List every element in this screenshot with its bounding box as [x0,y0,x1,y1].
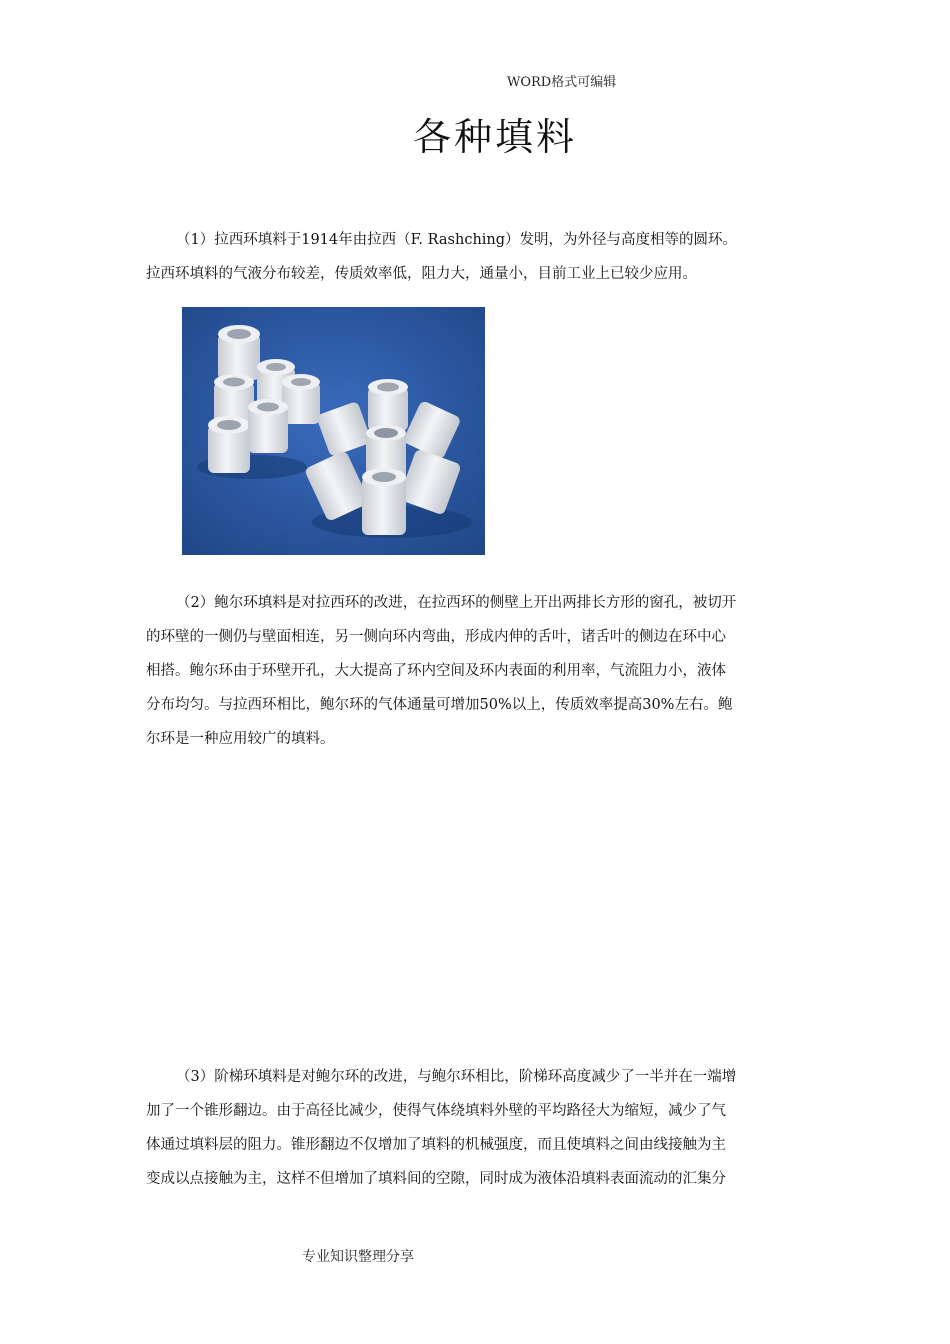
ring-shape [218,325,260,380]
ring-shape [368,379,408,431]
paragraph-cascade-ring [146,1060,808,1196]
paragraph-line: 分布均匀。与拉西环相比，鲍尔环的气体通量可增加50%以上，传质效率提高30%左右。鲍 [146,697,733,713]
ring-shape [208,416,250,473]
raschig-rings-photo [182,307,485,555]
ring-shape [362,468,406,535]
page-title: 各种填料 [412,115,577,159]
header-note: WORD格式可编辑 [507,75,617,90]
paragraph-line: 加了一个锥形翻边。由于高径比减少，使得气体绕填料外壁的平均路径大为缩短，减少了气 [146,1103,726,1119]
paragraph-line: 拉西环填料的气液分布较差，传质效率低，阻力大，通量小，目前工业上已较少应用。 [146,266,697,282]
paragraph-raschig-ring [146,223,808,291]
paragraph-line: 体通过填料层的阻力。锥形翻边不仅增加了填料的机械强度，而且使填料之间由线接触为主 [146,1137,726,1153]
paragraph-line: 相搭。鲍尔环由于环壁开孔，大大提高了环内空间及环内表面的利用率，气流阻力小，液体 [146,663,726,679]
ring-shape [248,399,288,453]
paragraph-pall-ring [146,586,808,756]
paragraph-line: （1）拉西环填料于1914年由拉西（F. Rashching）发明，为外径与高度相等的圆环。 [176,232,738,248]
raschig-rings-icon [182,307,485,555]
paragraph-line: （3）阶梯环填料是对鲍尔环的改进，与鲍尔环相比，阶梯环高度减少了一半并在一端增 [176,1069,737,1085]
paragraph-line: 的环壁的一侧仍与壁面相连，另一侧向环内弯曲，形成内伸的舌叶，诸舌叶的侧边在环中心 [146,629,726,645]
paragraph-line: （2）鲍尔环填料是对拉西环的改进，在拉西环的侧壁上开出两排长方形的窗孔，被切开 [176,595,737,611]
paragraph-line: 变成以点接触为主，这样不但增加了填料间的空隙，同时成为液体沿填料表面流动的汇集分 [146,1171,726,1187]
paragraph-line: 尔环是一种应用较广的填料。 [146,731,335,747]
footer-note: 专业知识整理分享 [302,1249,414,1265]
